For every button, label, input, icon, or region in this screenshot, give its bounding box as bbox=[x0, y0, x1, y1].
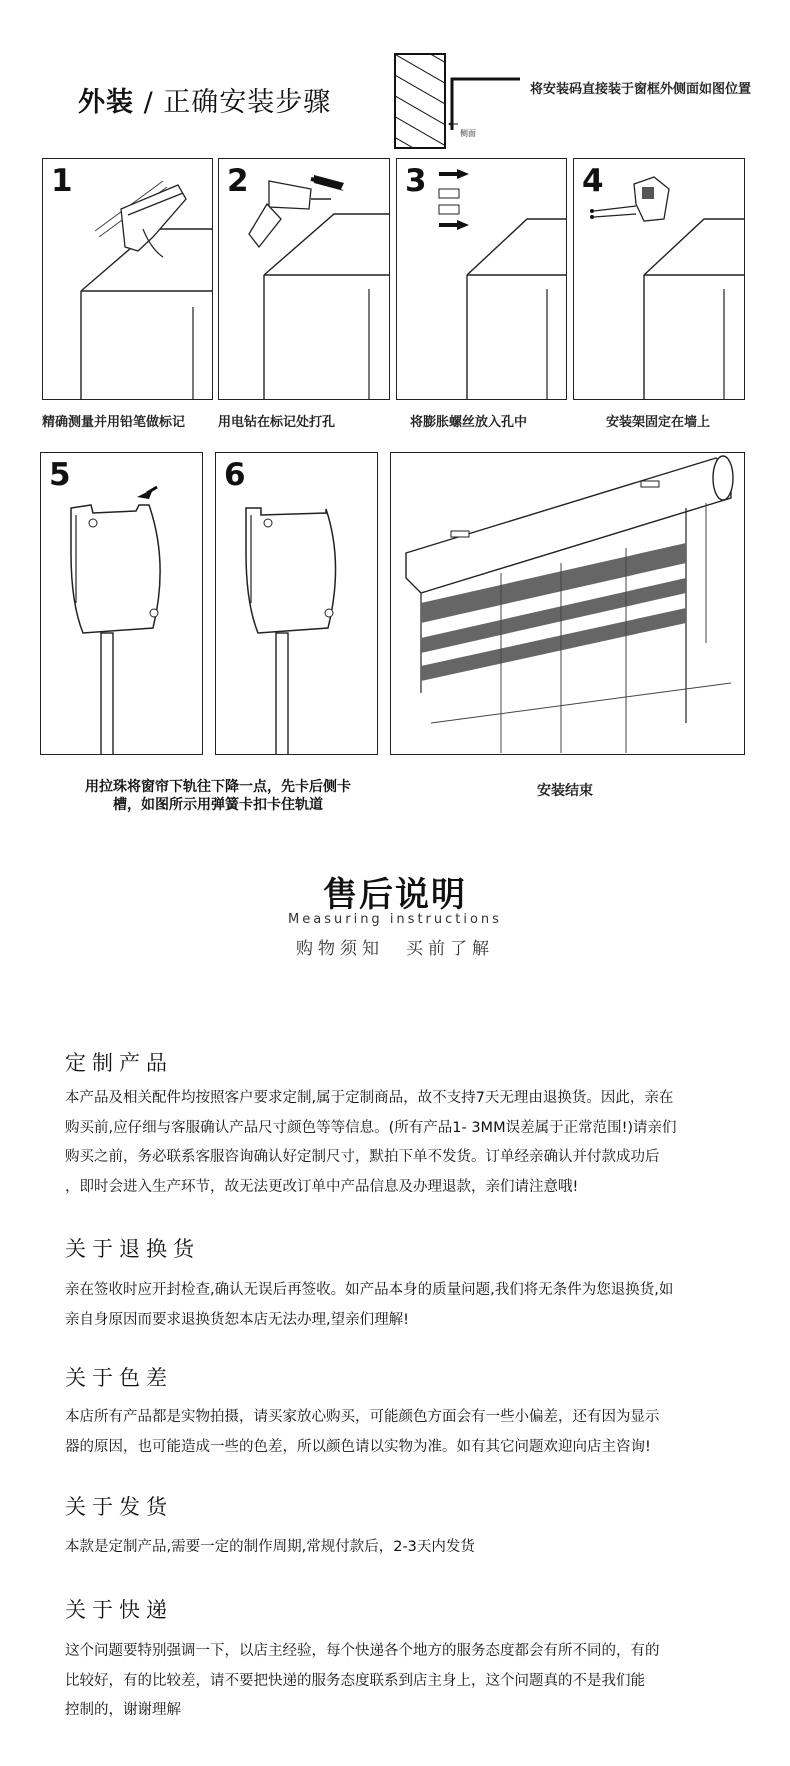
final-caption: 安装结束 bbox=[537, 783, 593, 799]
step-panel-5 bbox=[40, 452, 203, 755]
section-heading-returns: 关于退换货 bbox=[65, 1237, 200, 1261]
step-number: 6 bbox=[224, 457, 246, 493]
section-body-returns: 亲在签收时应开封检查,确认无误后再签收。如产品本身的质量问题,我们将无条件为您退换货,如 亲自身原因而要求退换货恕本店无法办理,望亲们理解! bbox=[65, 1282, 674, 1328]
step-panel-3 bbox=[396, 158, 567, 400]
after-sales-subtitle-en: Measuring instructions bbox=[288, 912, 502, 927]
step-panel-2 bbox=[218, 158, 390, 400]
installed-blind-illustration bbox=[391, 453, 745, 755]
section-heading-shipping: 关于发货 bbox=[65, 1495, 173, 1519]
final-install-panel bbox=[390, 452, 745, 755]
step-number: 2 bbox=[227, 163, 249, 199]
section-heading-custom: 定制产品 bbox=[65, 1051, 173, 1075]
step-5-6-caption: 用拉珠将窗帘下轨往下降一点，先卡后侧卡 槽，如图所示用弹簧卡扣卡住轨道 bbox=[85, 779, 351, 813]
step-number: 5 bbox=[49, 457, 71, 493]
section-body-custom: 本产品及相关配件均按照客户要求定制,属于定制商品，故不支持7天无理由退换货。因此，亲在 购买前,应仔细与客服确认产品尺寸颜色等等信息。(所有产品1- 3MM误差属于正常范围!)请亲们 购买之前，务必联系客服咨询确认好定制尺寸，默拍下单不发货。订单经亲确认并付款成功后 ，即时会进入生产环节，故无法更改订单中产品信息及办理退款，亲们请注意哦! bbox=[65, 1090, 677, 1195]
section-body-shipping: 本款是定制产品,需要一定的制作周期,常规付款后，2-3天内发货 bbox=[65, 1539, 475, 1555]
section-body-courier: 这个问题要特别强调一下，以店主经验，每个快递各个地方的服务态度都会有所不同的，有的 比较好，有的比较差，请不要把快递的服务态度联系到店主身上，这个问题真的不是我们能 控制的，谢谢理解 bbox=[65, 1643, 660, 1718]
after-sales-title: 售后说明 bbox=[323, 875, 467, 915]
section-heading-courier: 关于快递 bbox=[65, 1598, 173, 1622]
section-body-color: 本店所有产品都是实物拍摄，请买家放心购买，可能颜色方面会有一些小偏差，还有因为显示 器的原因，也可能造成一些的色差，所以颜色请以实物为准。如有其它问题欢迎向店主咨询! bbox=[65, 1409, 660, 1455]
step-caption-4: 安装架固定在墙上 bbox=[606, 415, 711, 430]
step-panel-4 bbox=[573, 158, 745, 400]
section-heading-color: 关于色差 bbox=[65, 1366, 173, 1390]
install-note: 将安装码直接装于窗框外侧面如图位置 bbox=[530, 82, 752, 97]
step-number: 3 bbox=[405, 163, 427, 199]
step-panel-6 bbox=[215, 452, 378, 755]
install-steps-title: 外装 / 正确安装步骤 bbox=[78, 87, 332, 118]
step-number: 1 bbox=[51, 163, 73, 199]
step-caption-3: 将膨胀螺丝放入孔中 bbox=[410, 415, 528, 430]
clip-rail-illustration bbox=[41, 453, 203, 755]
step-panel-1 bbox=[42, 158, 213, 400]
step-caption-2: 用电钻在标记处打孔 bbox=[218, 415, 336, 430]
step-number: 4 bbox=[582, 163, 604, 199]
side-tag: 侧面 bbox=[460, 129, 476, 138]
step-caption-1: 精确测量并用铅笔做标记 bbox=[42, 415, 186, 430]
clip-rail-installed-illustration bbox=[216, 453, 378, 755]
after-sales-subtitle-cn: 购物须知 买前了解 bbox=[296, 939, 494, 959]
